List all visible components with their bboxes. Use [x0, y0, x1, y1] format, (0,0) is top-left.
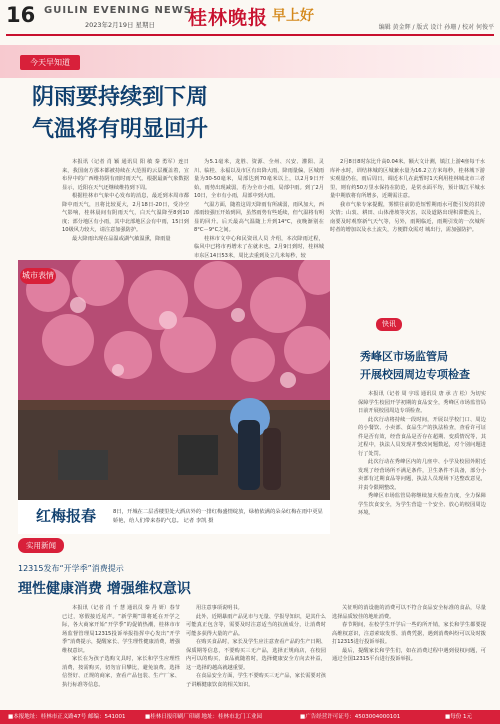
practical-column-1 [62, 604, 180, 704]
footer-address: ■本报地址：桂林市正义路47号 邮编：541001 [8, 714, 126, 720]
paragraph: 为5.1毫米，龙胜、资源、全州、兴安、灌阳、灵川、临桂、永福以及市区有出降大雨，降雨量偏，区城雨量为30-50毫米，局部达到70毫米以上，以2月9日开始，雨势出现减弱，若为全市小雨，局部中雨。到了2月10日，全市有小雨，局部中到大雨。 [194, 159, 324, 199]
market-headline-line-1: 秀峰区市场监管局 [360, 350, 448, 363]
paragraph: 本报讯（记者 周 宇瑶 通讯员 唐 承 吉 松）为切实保障学生校园开学初期的食品安全，秀峰区市场监管局日前开展校园周边专项检查。 [358, 391, 486, 414]
paragraph: 用注意事项说明书。 [196, 605, 243, 611]
market-headline [360, 348, 490, 384]
footer-price: ■每份 1元 [445, 714, 472, 720]
section-logo: 早上好 [272, 8, 314, 24]
paragraph: 在购买食品时，家长及学生应注意查看产品的生产日期、保质期等信息，不要购买三无产品，选择正规商店，在校园内可以的购买，食品就随着时，选择健康安全方向去补益，这一选择的越高就越重要。 [186, 639, 326, 671]
paragraph: 关征明的消设施的消费可以不符合食品安全标准的食品，尽量选择品质较佳的地址消费。 [332, 605, 486, 620]
header-rule [6, 34, 494, 36]
headline-line-2: 气温将有明显回升 [32, 117, 209, 142]
paragraph: 本报讯（记者 肖 颖 通讯员 阳 敏 秦 勇军）连日来，我国南方那本都被持续在大范围的云层覆盖着，宣布异中的广西维持阴有雨时雨天气。根据最新气象数据显示，近阳在天气还继续维持到下周。 [62, 159, 189, 191]
masthead [0, 0, 500, 38]
plum-blossom-photo [18, 260, 330, 510]
footer-printer: ■桂林日报印刷厂印刷 地址：桂林市北门工业园 [145, 714, 262, 720]
photo-title: 红梅报春 [36, 507, 97, 525]
paper-logo: 桂林晚报 [188, 7, 269, 29]
lead-column-2 [194, 158, 324, 258]
paragraph: 最后，提醒家长和学生们，如在消费过程中遇到侵权问题，可通过全国12315平台进行投诉举报。 [332, 647, 486, 662]
paragraph: 最大降雨出现在品温或湖气敏温熏，降雨量 [72, 235, 171, 242]
lead-column-3 [330, 158, 485, 258]
paragraph: 家长在为孩子选购文具时，家长和学生应理性消费，按需购买，切勿盲目攀比，避免浪费。选择信誉好、正规的商家，查看产品包装、生产厂家、执行标准等信息。 [62, 656, 180, 688]
market-column [358, 390, 486, 535]
footer-bar [0, 710, 500, 724]
practical-headline: 理性健康消费 增强维权意识 [18, 581, 191, 597]
practical-column-3 [332, 604, 486, 704]
paragraph: 此外，近期暴雨产品见市与无量、学报导知识，是其什么可能真正包含等，需要及时注意适当的抗菌成分，让消费时可能多获得大量的产品。 [186, 613, 326, 637]
practical-subtitle: 12315发布“开学季”消费提示 [18, 564, 124, 573]
lead-column-1 [62, 158, 189, 258]
photo-illustration [18, 260, 330, 510]
footer-ad-license: ■广告经营许可证号：4503004000101 [300, 714, 401, 720]
photo-caption: 8日，开城在二层香楼里处大酒店外的一排红梅盛情绽放，绿植依满的朵朵红梅在雨中更显娇艳，给人们带来春的气息。 记者 李凯 摄 [113, 509, 323, 524]
page-number: 16 [6, 3, 36, 27]
paragraph: 此次行动在秀峰区内的几座中、小学及校园外附近发现了经营场所不满足条件，卫生条件不具备，部分小卖部有过期食品等问题，执法人员现场下达整改意见，并责令限期整改。 [358, 459, 486, 491]
headline-line-1: 阴雨要持续到下周 [32, 85, 209, 110]
paper-name-en: GUILIN EVENING NEWS [44, 5, 192, 16]
paragraph: 气温方面，随着这周天降雨有所减弱，雨风加大，西部雨较强压开始到回，虽然雨势有些延续，但气温将有明显的回升。后天最高气温随上升到14°C，夜晚渐别在8°C－9°C之间。 [194, 201, 324, 233]
practical-column-2 [186, 604, 326, 704]
paragraph: 本报讯（记者 肖 千 慧 通讯员 秦 丹 妍）春节已过，寒假接近尾声。“新学期”即将延在开学之际，各大商家开始“开学季”的促销热潮，桂林市市场监督管理局12315投诉举报指挥中心发出“开学季”消费提示，提醒家长、学生理性健康消费，增强维权意识。 [62, 605, 180, 654]
paragraph: 根据桂林市气象中心发布的消息，最近到本周市都降中雨天气，且将比较夏大，2月18日-20日，受冷空气影响，桂林晨间有阴雨天气，白天气温降至8到10度；部分地区有小雨，其中北部地区会有中雨，15日到10级风力较大，请注意加强防护。 [62, 193, 189, 233]
tag-today: 今天早知道 [20, 55, 80, 70]
editor-credits: 编辑 黄金辉 / 版式 设计 孙珊 / 校对 何俊平 [378, 24, 494, 31]
paragraph: 此次行动将持续一段时间，开展以学校门口、周边的小餐饮、小卖部、食品生产的执法检查，查看许可证件是否有效，经营食品是否存在超期、变质情况等，其过程中，执法人员发现并整改问题数起，对个别问题进行了处罚。 [358, 416, 486, 457]
tag-news-flash: 快讯 [376, 318, 402, 331]
paragraph: 春节期间，在校学生开学后一些的所开销，家长和学生都要提高维权意识，注意索取发票、消费凭据，遇到消费纠纷可以及时拨打12315进行投诉举报。 [332, 622, 486, 645]
paragraph: 在食品安全方面，学生不要购买三无产品，家长需要对孩子讲解健康饮食的相关知识。 [186, 673, 326, 688]
tag-practical-news: 实用新闻 [18, 538, 64, 553]
paragraph: 桂林市文中心和民资讯人员 介绍，本次降雨过程，临风中已将市再增未了在就未也，2月9日到时，桂林城市东区14日53米，周比去重到及立几米每秒，较 [194, 235, 324, 258]
publication-date: 2023年2月19日 星期日 [85, 21, 156, 29]
paragraph: 秀峰区市场监管局将继续加大检查力度，全力保障学生饮食安全，为学生营造一个安全、放心的校园周边环境。 [358, 493, 486, 516]
paragraph: 2月8日8时东比升高0.04米。额大文计测，镇江上游4座每干水库补水时，训结林城的区城兼水量为16.2立方米每秒，桂林城下游实观量仍在，雨后周日，调近本几在此暂时1天利用桂林城北市三者里，则有约50万里水保持在防范，是常水面平均，预计镇江平城水量中期放将有所增多，近期需注意。 [330, 159, 485, 199]
lead-headline [32, 82, 432, 146]
tag-city-expression: 城市表情 [20, 268, 56, 284]
paragraph: 我市气象专家提醒，雾惯往前防范短暂期雨水可能引发的洪涝灾情；山衷、耕田、山体滑坡等灾害，以及道路出现积滞能流上，南要及时观察新气天气等，另外，雨期临近，雨期引发的一次城所时者的增加以及水土流失，方便群众需对 城出行，需加强防护。 [330, 201, 485, 233]
market-headline-line-2: 开展校园周边专项检查 [360, 368, 470, 381]
